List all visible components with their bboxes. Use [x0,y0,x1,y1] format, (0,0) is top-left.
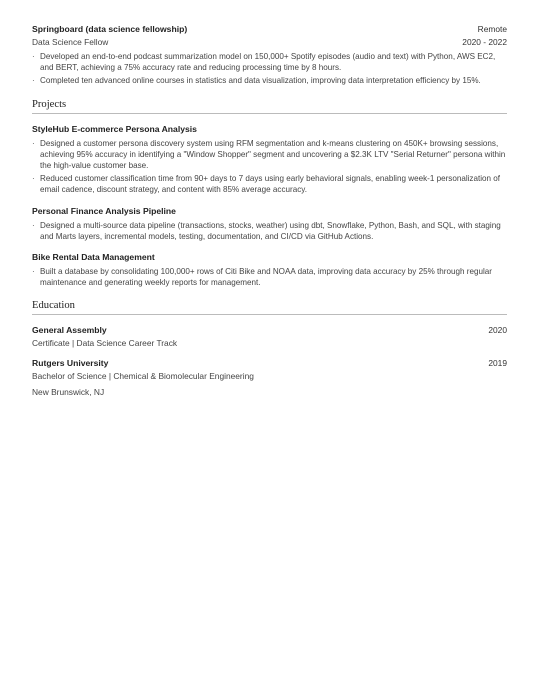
education-detail: Certificate | Data Science Career Track [32,338,178,349]
bullet-item: · Designed a multi-source data pipeline (transactions, stocks, weather) using dbt, Snowflake, Python, Bash, and SQL, with staging and Marts layers, incremental models, testing, documentation, and CI/CD via GitHub Actions. [32,220,507,242]
project-name: Personal Finance Analysis Pipeline [32,205,176,216]
education-entry [32,325,507,348]
bullet-item: · Designed a customer persona discovery system using RFM segmentation and k-means clustering on 450K+ browsing sessions, achieving 95% accuracy in identifying a "Window Shopper" segment and uncovering a $2.3K LTV "Serial Returner" persona within the high-value customer base. [32,138,507,172]
project-bullets [32,220,507,242]
project-name: StyleHub E-commerce Persona Analysis [32,123,197,134]
project-bullets [32,266,507,288]
experience-role: Data Science Fellow [32,37,109,47]
project-bullets [32,138,507,196]
project-entry [32,252,507,288]
experience-entry [32,24,507,87]
experience-bullets [32,51,507,87]
education-entry [32,358,507,397]
education-year: 2019 [488,358,507,369]
education-school: Rutgers University [32,358,109,369]
experience-org: Springboard (data science fellowship) [32,24,188,34]
education-detail: Bachelor of Science | Chemical & Biomolecular Engineering [32,371,254,382]
projects-heading: Projects [32,99,507,114]
education-year: 2020 [488,325,507,336]
project-entry [32,206,507,242]
education-heading: Education [32,300,507,315]
bullet-item: · Reduced customer classification time from 90+ days to 7 days using early behavioral signals, enabling week-1 personalization of email cadence, discount strategy, and content with 85% average accuracy. [32,173,507,195]
education-school: General Assembly [32,325,107,336]
project-entry [32,124,507,196]
experience-dates: 2020 - 2022 [462,37,507,47]
bullet-item: · Built a database by consolidating 100,000+ rows of Citi Bike and NOAA data, improving data accuracy by 25% through regular maintenance and generating weekly reports for management. [32,266,507,288]
bullet-item: · Completed ten advanced online courses in statistics and data visualization, improving data interpretation efficiency by 15%. [32,75,507,86]
education-location: New Brunswick, NJ [32,387,105,398]
bullet-item: · Developed an end-to-end podcast summarization model on 150,000+ Spotify episodes (audio and text) with Python, AWS EC2, and BERT, achieving a 75% accuracy rate and reducing processing time by 8 hours. [32,51,507,73]
experience-location: Remote [477,24,507,34]
project-name: Bike Rental Data Management [32,252,155,263]
